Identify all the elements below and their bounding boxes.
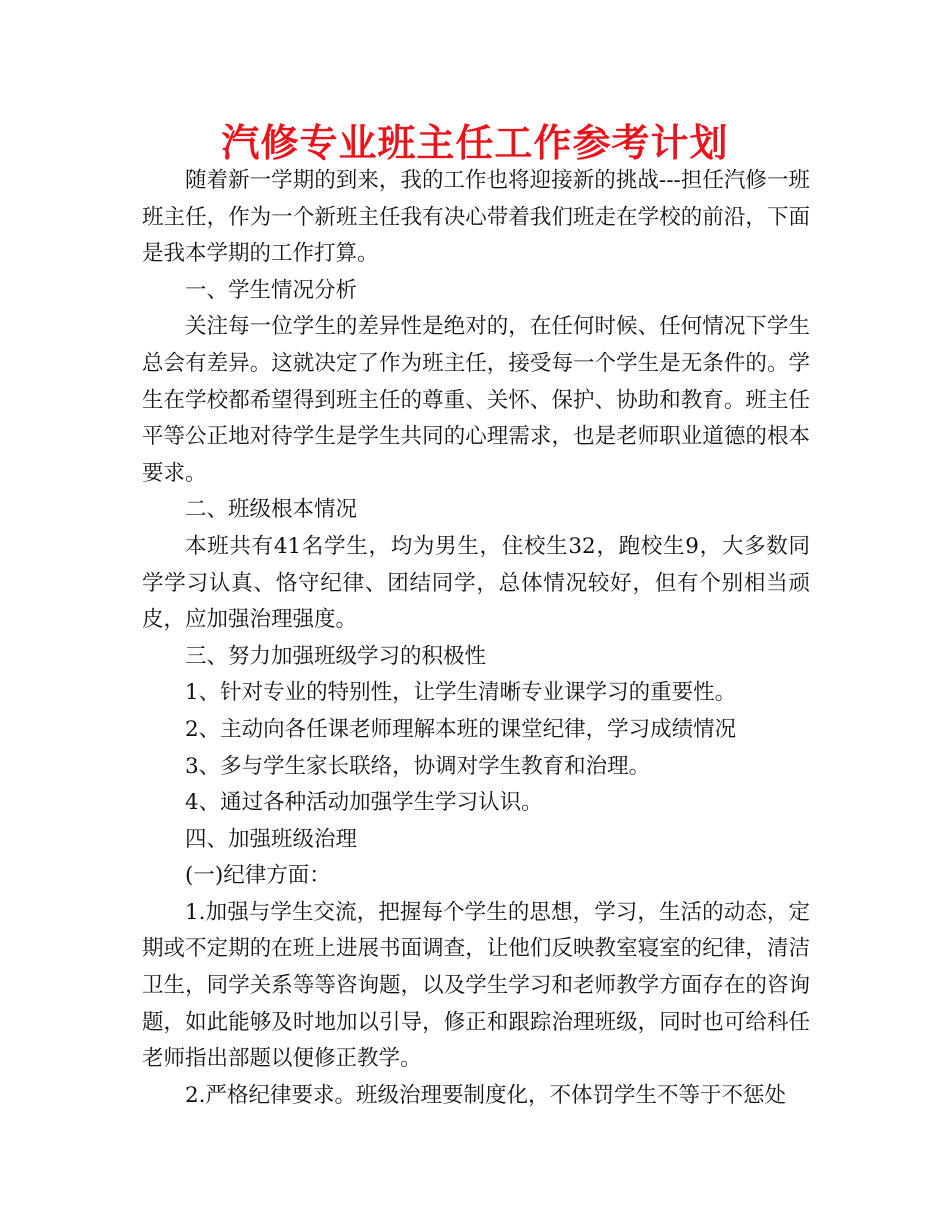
document-body — [142, 163, 810, 1114]
list-item-3: 3、多与学生家长联络，协调对学生教育和治理。 — [185, 753, 651, 779]
list-item-2: 2、主动向各任课老师理解本班的课堂纪律，学习成绩情况 — [185, 716, 737, 742]
list-item-4: 4、通过各种活动加强学生学习认识。 — [185, 790, 543, 816]
paragraph-intro: 随着新一学期的到来，我的工作也将迎接新的挑战---担任汽修一班班主任，作为一个新班主任我有决心带着我们班走在学校的前沿，下面是我本学期的工作打算。 — [142, 168, 810, 267]
heading-student-analysis: 一、学生情况分析 — [185, 277, 358, 303]
subheading-discipline: (一)纪律方面： — [185, 863, 331, 889]
heading-class-management: 四、加强班级治理 — [185, 826, 358, 852]
document-title: 汽修专业班主任工作参考计划 — [221, 121, 729, 165]
heading-class-situation: 二、班级根本情况 — [185, 497, 358, 523]
list-item-1: 1、针对专业的特别性，让学生清晰专业课学习的重要性。 — [185, 680, 737, 706]
paragraph-discipline-1: 1.加强与学生交流，把握每个学生的思想，学习，生活的动态，定期或不定期的在班上进展书面调查，让他们反映教室寝室的纪律，清洁卫生，同学关系等等咨询题，以及学生学习和老师教学方面存在的咨询题，如此能够及时地加以引导，修正和跟踪治理班级，同时也可给科任老师指出部题以便修正教学。 — [142, 899, 810, 1072]
paragraph-class-situation: 本班共有41名学生，均为男生，住校生32，跑校生9，大多数同学学习认真、恪守纪律、团结同学，总体情况较好，但有个别相当顽皮，应加强治理强度。 — [142, 533, 810, 633]
heading-learning-motivation: 三、努力加强班级学习的积极性 — [185, 643, 487, 669]
paragraph-student-analysis: 关注每一位学生的差异性是绝对的，在任何时候、任何情况下学生总会有差异。这就决定了作为班主任，接受每一个学生是无条件的。学生在学校都希望得到班主任的尊重、关怀、保护、协助和教育。班主任平等公正地对待学生是学生共同的心理需求，也是老师职业道德的根本要求。 — [142, 314, 810, 486]
paragraph-discipline-2: 2.严格纪律要求。班级治理要制度化，不体罚学生不等于不惩处 — [185, 1082, 787, 1108]
